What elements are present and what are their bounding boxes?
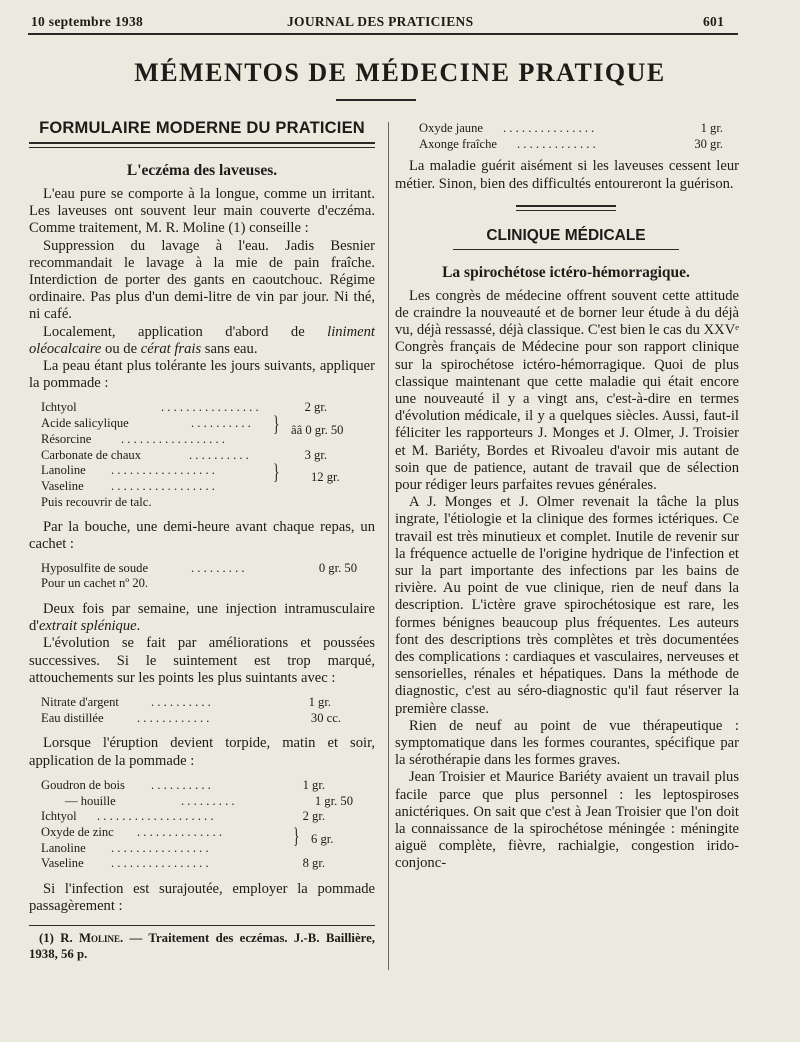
- paragraph: Si l'infection est surajoutée, employer la pommade passagèrement :: [29, 880, 375, 915]
- header-journal: JOURNAL DES PRATICIENS: [287, 14, 474, 29]
- formula-4: [41, 778, 363, 872]
- section-rule: [29, 142, 375, 148]
- brace: }: [273, 459, 280, 485]
- formula-1: [41, 400, 363, 510]
- paragraph: Jean Troisier et Maurice Bariéty avaient un travail plus facile parce que plus personnel : les leptospiroses anictériques. On sait que c'est à Jean Troisier que l'on doit la connaissance de la spirochétose méningée : méningite aiguë complète, fièvre, rachialgie, congestion irido-conjonc-: [395, 769, 739, 872]
- article-text: [393, 288, 739, 873]
- formula-line: Oxyde jaune . . . . . . . . . . . . . . . 1 gr.: [419, 121, 723, 135]
- brace: }: [273, 411, 280, 437]
- paragraph: Suppression du lavage à l'eau. Jadis Besnier recommandait le lavage à la mie de pain fraîche. Interdiction de porter des gants en caoutchouc. Régime ordinaire. Pas plus d'un demi-litre de vin par jour. Ni thé, ni café.: [29, 237, 375, 323]
- formula-line: Pour un cachet nº 20.: [41, 576, 149, 591]
- paragraph: Localement, application d'abord de liniment oléocalcaire ou de cérat frais sans eau.: [29, 323, 375, 357]
- paragraph: Deux fois par semaine, une injection intramusculaire d'extrait splénique.: [29, 601, 375, 635]
- article-subtitle: La spirochétose ictéro-hémorragique.: [442, 263, 690, 281]
- paragraph: L'évolution se fait par améliorations et poussées successives. Si le suintement est trop marqué, attouchements sur les points les plus suintants avec :: [29, 635, 375, 686]
- article-text: [29, 735, 375, 769]
- section-formulaire: FORMULAIRE MODERNE DU PRATICIEN: [39, 119, 365, 137]
- article-text: [29, 881, 375, 915]
- footnote-rule: [29, 925, 375, 926]
- header-date: 10 septembre 1938: [31, 14, 144, 29]
- formula-line: Goudron de bois . . . . . . . . . . 1 gr.: [41, 777, 325, 792]
- paragraph: Les congrès de médecine offrent souvent cette attitude de craindre la nouveauté et de borner leur étude à du déjà vu, déjà ressassé, déjà classique. C'est bien le cas du XXVᵉ Congrès français de Médecine pour son rapport clinique sur la spirochétose ictéro-hémorragique. Quoi de plus classique maintenant que cette maladie qui était encore une nouveauté il y a vingt ans, c'est-à-dire en termes d'évolution médicale, il y a quelques siècles. Aussi, faut-il féliciter les rapporteurs J. Monges et J. Olmer, J. Troisier et M. Bariéty, Bordes et Rivoaleu d'avoir mis autant de soin que de patience, autant de travail que de sélection pour rédiger leurs parfaites revues générales.: [395, 287, 739, 494]
- formula-shared-value: 12 gr.: [311, 470, 340, 485]
- paragraph: La maladie guérit aisément si les laveuses cessent leur métier. Sinon, bien des difficultés entoureront la guérison.: [395, 158, 739, 192]
- paragraph: A J. Monges et J. Olmer revenait la tâche la plus ingrate, l'étiologie et la clinique des formes ictériques. Ce travail est très minutieux et complet. Inutile de revenir sur la fréquence actuelle de l'origine hydrique de l'infection et sur la part importante des infections par les bains de rivière. Au point de vue clinique, rien de neuf dans la description. L'ictère grave spirochétosique est rare, les formes bénignes beaucoup plus fréquentes. Les auteurs font des descriptions très complètes et très documentées des complications : cardiaques et vasculaires, nerveuses et sensorielles, rénales et hépatiques. Dans la méthode de diagnostic, c'est au séro-diagnostic qu'il faut réserver la première classe.: [395, 494, 739, 717]
- formula-line: — houille . . . . . . . . . 1 gr. 50: [65, 793, 353, 808]
- formula-line: Lanoline . . . . . . . . . . . . . . . .: [41, 840, 209, 855]
- article-text: [29, 519, 375, 553]
- section-clinique: CLINIQUE MÉDICALE: [486, 226, 646, 244]
- left-column: [29, 119, 375, 962]
- page-title: MÉMENTOS DE MÉDECINE PRATIQUE: [134, 58, 666, 87]
- right-column: [393, 119, 739, 873]
- paragraph: La peau étant plus tolérante les jours suivants, appliquer la pommade :: [29, 358, 375, 392]
- formula-line: Nitrate d'argent . . . . . . . . . . 1 gr.: [41, 695, 331, 710]
- formula-line: Axonge fraîche . . . . . . . . . . . . . 30 gr.: [419, 136, 723, 151]
- formula-2: [41, 561, 363, 592]
- header-page-number: 601: [703, 14, 725, 29]
- separator-rule: [516, 205, 616, 211]
- formula-line: Puis recouvrir de talc.: [41, 494, 152, 509]
- formula-5: [419, 121, 723, 152]
- article-text: [29, 601, 375, 687]
- formula-line: Ichtyol . . . . . . . . . . . . . . . . . . . 2 gr.: [41, 809, 325, 824]
- formula-line: Vaseline . . . . . . . . . . . . . . . . .: [41, 478, 215, 493]
- formula-line: Acide salicylique . . . . . . . . . .: [41, 416, 251, 431]
- formula-shared-value: ââ 0 gr. 50: [291, 423, 344, 438]
- formula-line: Résorcine . . . . . . . . . . . . . . . . .: [41, 431, 225, 446]
- title-rule: [336, 99, 416, 101]
- formula-line: Lanoline . . . . . . . . . . . . . . . . .: [41, 463, 215, 478]
- paragraph: Par la bouche, une demi-heure avant chaque repas, un cachet :: [29, 519, 375, 553]
- formula-line: Carbonate de chaux . . . . . . . . . . 3 gr.: [41, 447, 327, 462]
- formula-3: [41, 695, 363, 726]
- article-subtitle: L'eczéma des laveuses.: [126, 162, 278, 179]
- article-text: [29, 186, 375, 392]
- formula-line: Hyposulfite de soude . . . . . . . . . 0 gr. 50: [41, 560, 357, 575]
- section-rule: [453, 249, 679, 250]
- header-rule: [28, 33, 738, 35]
- formula-line: Oxyde de zinc . . . . . . . . . . . . . .: [41, 824, 223, 839]
- formula-line: Vaseline . . . . . . . . . . . . . . . . 8 gr.: [41, 856, 325, 871]
- formula-line: Eau distillée . . . . . . . . . . . . 30 cc.: [41, 710, 341, 725]
- column-divider: [388, 122, 389, 970]
- article-text: [393, 158, 739, 192]
- paragraph: Rien de neuf au point de vue thérapeutique : symptomatique dans les formes courantes, spécifique par la sérothérapie dans les formes graves.: [395, 717, 739, 769]
- formula-shared-value: 6 gr.: [311, 831, 334, 846]
- paragraph: Lorsque l'éruption devient torpide, matin et soir, application de la pommade :: [29, 735, 375, 769]
- paragraph: L'eau pure se comporte à la longue, comme un irritant. Les laveuses ont souvent leur main couverte d'eczéma. Comme traitement, M. R. Moline (1) conseille :: [29, 186, 375, 237]
- formula-line: Ichtyol . . . . . . . . . . . . . . . . 2 gr.: [41, 400, 327, 415]
- footnote: (1) R. Moline. — Traitement des eczémas. J.-B. Baillière, 1938, 56 p.: [29, 931, 375, 962]
- brace: }: [293, 822, 300, 848]
